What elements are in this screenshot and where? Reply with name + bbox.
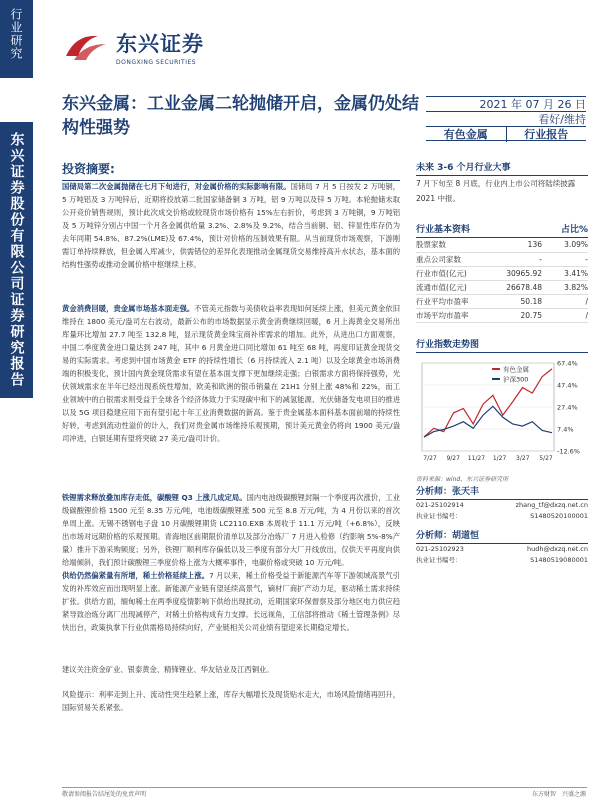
chart-ytick-label: 47.4%: [557, 381, 578, 390]
info-pct: 3.41%: [546, 266, 588, 280]
summary-heading: 投资摘要:: [62, 160, 400, 181]
industry-info-row: [416, 238, 588, 252]
outlook-heading: 未来 3-6 个月行业大事: [416, 160, 588, 176]
analyst-cert-row: [416, 511, 588, 522]
paragraph-1-body: 国储局 7 月 5 日按发 2 万吨铜，5 万吨铝及 3 万吨锌后，近期将投放第二批国家储备铜 3 万吨，铝 9 万吨以及锌 5 万吨。本轮抛储未取公开竞价销售规则，预计此次成交价格或较现货市场价格有 15%左右折价，考虑到 3 万吨铜，9 万吨铝及 5 万吨锌分别占中国一个月各金属供给量 3.2%、2.8%及 9.2%，结合当前铜、铝、锌显性库存仍为去年同期 54.8%、87.2%(LME)及 67.4%，预计对价格的压制效果有限。从当前现货市场观察，下游刚需订单持续释放，但金属入库减少，供需错位的差异化表现推动金属现货交易维持高升水状态，基本面的结构性强势或推动金属价格中枢继续上移。: [62, 182, 401, 269]
info-label: 重点公司家数: [416, 252, 490, 266]
info-pct: 3.09%: [546, 238, 588, 252]
recommendation-paragraph: 建议关注资金矿业、银泰黄金、精锋锂业、华友钴业及江西铜业。: [62, 665, 274, 674]
paragraph-2-lead: 黄金消费回暖，贵金属市场基本面走强。: [62, 304, 195, 313]
analyst-phone: 021-25102923: [416, 545, 464, 553]
analyst-email[interactable]: zhang_tf@dxzq.net.cn: [515, 501, 588, 509]
chart-xtick-label: 9/27: [446, 455, 460, 462]
info-label: 股票家数: [416, 238, 490, 252]
logo-text-cn: 东兴证券: [116, 32, 204, 56]
sector-label: 有色金属: [443, 127, 488, 141]
info-pct: /: [546, 294, 588, 308]
paragraph-3-body: 国内电池级碳酸锂封隔一个季度再次涨价，工业级碳酸锂价格 1500 元至 8.35 万元/吨，电池级碳酸锂涨 500 元至 8.8 万元/吨，为 4 月份以来的首次单周上涨。无锡不锈钢电子盘 10 月碳酸锂期货 LC2110.EXB 本周收于 11.1 万元/吨（+6.8%），反映出市场对远期价格的乐观预期。青海地区前期限价清单以及部分冶炼厂 7 月进入检修（约影响 5%-8%产量）推升下游采购频度；另外，铁锂厂顺利库存偏低以及三季度有部分大厂开线放出，仅供天平再度向供给端倾斜，我们预计碳酸锂三季度价格上涨为大概率事件，电碳价格或突破 10 万元/吨。: [62, 493, 401, 567]
rating-row: [426, 111, 586, 126]
report-type-label: 行业报告: [506, 126, 587, 142]
info-value: 20.75: [490, 308, 546, 322]
analyst-cert-label: 执业证书编号：: [416, 556, 462, 564]
index-trend-chart: [416, 355, 588, 470]
chart-series-line: [424, 406, 552, 437]
chart-xtick-label: 5/27: [539, 455, 553, 462]
analyst-cert: S1480520100001: [530, 512, 588, 520]
info-value: 30965.92: [490, 266, 546, 280]
paragraph-1: [62, 180, 400, 271]
footer-disclaimer[interactable]: 敬请参阅报告结尾处的免责声明: [62, 791, 147, 798]
footer-rule: [62, 787, 587, 788]
paragraph-4: [62, 569, 400, 634]
info-value: 26678.48: [490, 280, 546, 294]
analyst-cert-label: 执业证书编号：: [416, 512, 462, 520]
analyst-card-1: [416, 484, 588, 522]
index-trend-chart-svg: [416, 355, 588, 470]
logo-text-en: DONGXING SECURITIES: [116, 59, 197, 66]
industry-info-header: [416, 222, 588, 238]
analyst-cert: S1480519080001: [530, 556, 588, 564]
chart-legend-label: 有色金属: [503, 365, 529, 374]
chart-xtick-label: 1/27: [492, 455, 507, 462]
paragraph-4-body: 7 月以来，稀土价格受益于新能源汽车等下游领域高景气引发的补库效应而出现明显上涨。新能源产业链有望延续高景气，镝材厂商扩产动力足，驱动稀土需求持续扩张。供给方面，缅甸稀土在两季度疫情影响下供给出现扰动，近期国家环保督察及部分地区电力供应趋紧导致冶炼分离厂出现减停产，对稀土价格构成有力支撑。长远视角，工信部将推动《稀土管理条例》尽快出台，政策执掌下行业供需格局持续向好，产业链相关公司业绩有望迎来长期稳定增长。: [62, 571, 400, 632]
chart-ytick-label: 7.4%: [557, 425, 574, 434]
industry-info-row: [416, 294, 588, 308]
chart-legend-label: 沪深300: [503, 375, 529, 384]
rating-label: 看好/维持: [538, 113, 586, 126]
chart-xtick-label: 7/27: [423, 455, 437, 462]
chart-source-note: 资料来源：wind、东兴证券研究所: [416, 476, 509, 483]
paragraph-2: [62, 302, 400, 445]
sidebar: [0, 0, 33, 800]
analyst-card-2: [416, 528, 588, 566]
chart-series-line: [424, 369, 552, 437]
logo-mark-icon: [62, 30, 110, 64]
report-title: 东兴金属：工业金属二轮抛储开启，金属仍处结构性强势: [62, 94, 419, 138]
outlook-block: [416, 160, 588, 206]
chart-heading: 行业指数走势图: [416, 337, 588, 353]
sidebar-company-band: [0, 122, 33, 398]
industry-info-table: [416, 238, 588, 323]
chart-ytick-label: 67.4%: [557, 359, 578, 368]
chart-xtick-label: 3/27: [516, 455, 530, 462]
sidebar-category-label: 行业研究: [9, 8, 23, 60]
info-pct: /: [546, 308, 588, 322]
info-label: 行业平均市盈率: [416, 294, 490, 308]
report-date: 2021 年 07 月 26 日: [479, 98, 586, 111]
analyst-contact-row: [416, 544, 588, 555]
industry-info-pct-header: 占比%: [560, 225, 588, 235]
paragraph-2-body: 不管美元指数与美债收益率表现如何延续上涨，但美元黄金依旧维持在 1800 美元/盎司左右波动，最新公布的市场数据显示黄金消费继续回暖，6 月上海黄金交易所出库量环比增加 27.7 吨至 132.8 吨，显示现货黄金珠宝商补库需求的增加。此外，从进出口方面观察，中国二季度黄金进口量达到 247 吨，其中 6 月黄金进口同比增加 61 吨至 68 吨，再度印证黄金现货交易的实际需求。考虑到中国市场黄金 ETF 的持续性增长（6 月持续流入 2.1 吨）以及全球黄金市场消费端的积极变化，预计国内黄金现货需求有望在基本面支撑下更加继续走强；白银需求方面将保持强势，光伏领域需求在半年已经出现系统性增加，欧美和欧洲的银币销量在 21H1 分别上涨 48%和 22%，而工业领域中的白银需求则受益于全球各个经济体致力于实现碳中和下的减氢能源、光伏储备发电项目的推进以及 5G 项目稳建应用下而有望引起十年工业消费数据的新高。鉴于贵金属基本面科基本面前端的持续性好转，考虑到流动性溢价的计入，我们对贵金属市场维持乐观预期，预计美元黄金仍将向 1900 美元/盎司冲进，白银延期有望将突破 27 美元/盎司计价。: [62, 304, 400, 443]
industry-info-row: [416, 280, 588, 294]
info-label: 流通市值(亿元): [416, 280, 490, 294]
info-pct: 3.82%: [546, 280, 588, 294]
analyst-name: 分析师：胡道恒: [416, 528, 588, 544]
info-value: -: [490, 252, 546, 266]
info-value: 50.18: [490, 294, 546, 308]
info-value: 136: [490, 238, 546, 252]
sector-row: [426, 126, 586, 141]
analyst-email[interactable]: hudh@dxzq.net.cn: [527, 545, 588, 553]
paragraph-3-lead: 铁锂需求释放叠加库存走低，碳酸锂 Q3 上涨几成定局。: [62, 493, 247, 502]
chart-heading-block: [416, 337, 588, 353]
chart-ytick-label: -12.6%: [557, 447, 580, 456]
info-label: 市场平均市盈率: [416, 308, 490, 322]
analyst-phone: 021-25102914: [416, 501, 464, 509]
info-label: 行业市值(亿元): [416, 266, 490, 280]
paragraph-4-lead: 供给仍然偏紧量有所增，稀土价格延续上涨。: [62, 571, 210, 580]
industry-info-block: [416, 222, 588, 323]
industry-info-row: [416, 252, 588, 266]
sidebar-top-band: [0, 0, 33, 78]
paragraph-1-lead: 国储局第二次金属抛储在七月下旬进行，对金属价格的实际影响有限。: [62, 182, 291, 191]
chart-ytick-label: 27.4%: [557, 403, 578, 412]
paragraph-3: [62, 491, 400, 569]
company-logo: [62, 28, 204, 66]
footer-slogan: 东方财智 兴盛之源: [531, 791, 586, 798]
chart-xtick-label: 11/27: [467, 455, 486, 462]
sidebar-company-label: 东兴证券股份有限公司证券研究报告: [8, 132, 25, 388]
info-pct: -: [546, 252, 588, 266]
analyst-cert-row: [416, 555, 588, 566]
analyst-name: 分析师：张天丰: [416, 484, 588, 500]
analyst-contact-row: [416, 500, 588, 511]
industry-info-row: [416, 308, 588, 322]
industry-info-row: [416, 266, 588, 280]
outlook-text: 7 月下旬至 8 月底，行业内上市公司将陆续披露 2021 中报。: [416, 179, 576, 203]
industry-info-heading: 行业基本资料: [416, 225, 471, 235]
risk-paragraph: 风险提示：利率走到上升、流动性突生趋紧上涨，库存大幅增长及现货贴水走大，市场风险情绪再回升，国际贸易关系紧张。: [62, 690, 400, 712]
